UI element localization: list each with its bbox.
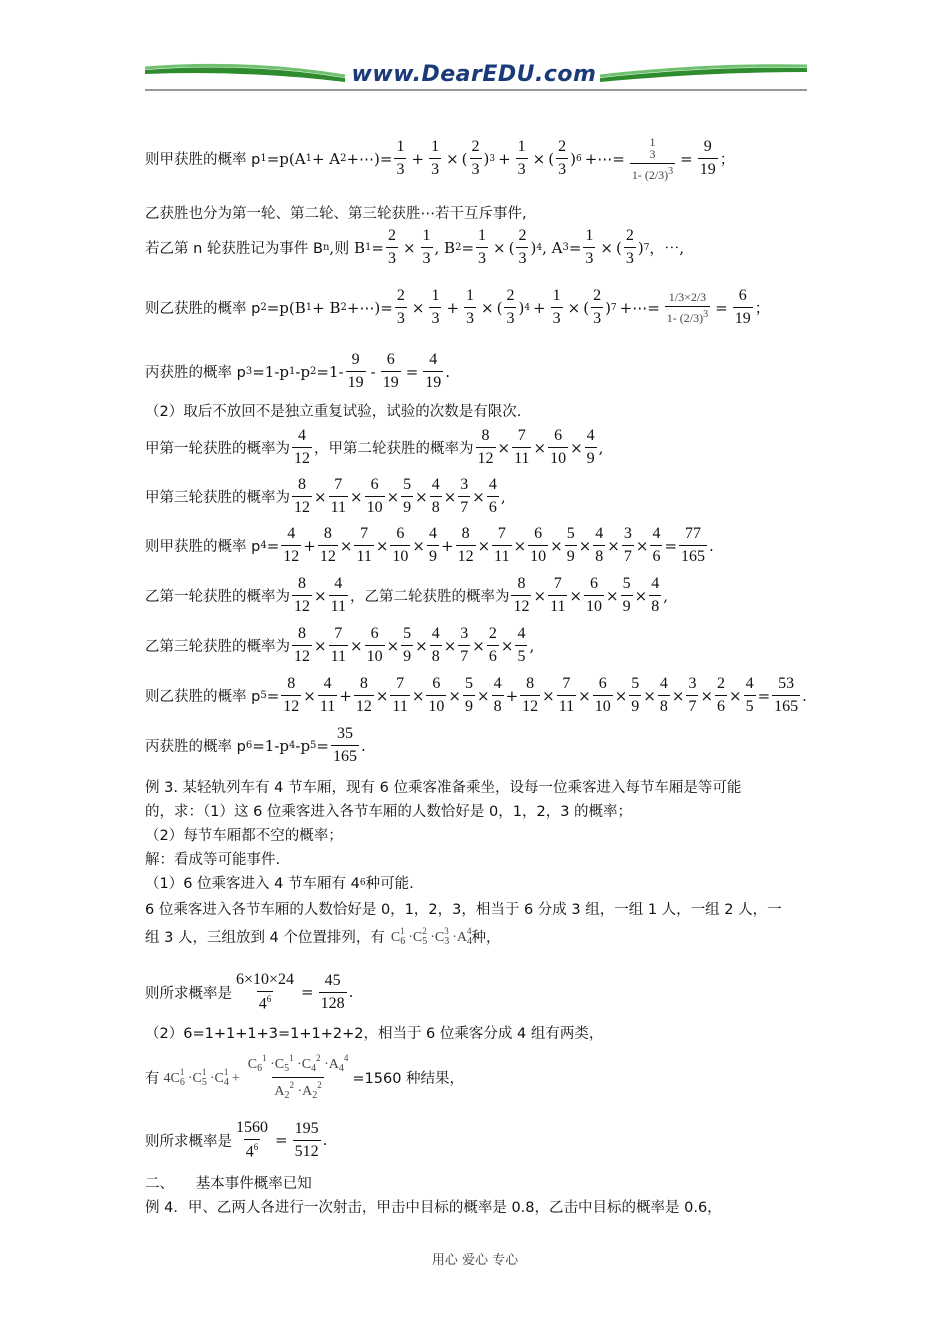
equation-p3: 丙获胜的概率 p 3 =1-p 1 -p 2 =1- $\frac{9}{19}$ - $\frac{6}{19}$ = $\frac{4}{19}$ . [145,351,451,391]
equation-p5: 则乙获胜的概率 p 5 = $\frac{8}{12}$ × $\frac{4}{11}$ + $\frac{8}{12}$ × $\frac{7}{11}$ × $\frac{6}{10}$ × $\frac{5}{9}$ × $\frac{4}{8}$ + $\frac{8}{12}$ × $\frac{7}{11}$ × $\frac{6}{10}$ × $\frac{5}{9}$ × $\frac{4}{8}$ × $\frac{3}{7}$ × $\frac{2}{6}$ × $\frac{4}{5}$ = $\frac{53}{165}$ . [145,675,807,715]
equation-b-round3: 乙第三轮获胜的概率为 $\frac{8}{12}$ × $\frac{7}{11}$ × $\frac{6}{10}$ × $\frac{5}{9}$ × $\frac{4}{8}$ × $\frac{3}{7}$ × $\frac{2}{6}$ × $\frac{4}{5}$ , [145,625,535,665]
equation-a-round3: 甲第三轮获胜的概率为 $\frac{8}{12}$ × $\frac{7}{11}$ × $\frac{6}{10}$ × $\frac{5}{9}$ × $\frac{4}{8}$ × $\frac{3}{7}$ × $\frac{4}{6}$ , [145,476,506,516]
paragraph-line: 6 位乘客进入各节车厢的人数恰好是 0，1，2，3，相当于 6 分成 3 组，一组 1 人，一组 2 人，一 [145,902,782,918]
site-logo-text: www.DearEDU.com [351,62,597,87]
equation-prob-2: 则所求概率是 $\frac{1560}{4^6}$ = $\frac{195}{512}$ . [145,1119,328,1161]
paragraph-line: 解：看成等可能事件. [145,852,281,868]
header-banner [145,62,807,94]
equation-a-round1-2: 甲第一轮获胜的概率为 $\frac{4}{12}$ ，甲第二轮获胜的概率为 $\frac{8}{12}$ × $\frac{7}{11}$ × $\frac{6}{10}$ × $\frac{4}{9}$ , [145,427,604,467]
paragraph-line: （1）6 位乘客进入 4 节车厢有 4 6 种可能. [145,876,414,892]
equation-count-2: 有 $4C_6^1 \cdot C_5^1 \cdot C_4^1$ + $\frac{C_6^1 \cdot C_5^1 \cdot C_4^2 \cdot A_4^4}{A_2^2 \cdot A_2^2}$ =1560 种结果， [145,1053,465,1101]
example-3-title: 例 3. 某轻轨列车有 4 节车厢，现有 6 位乘客准备乘坐，设每一位乘客进入每节车厢是等可能 [145,780,742,796]
equation-b-events: 若乙第 n 轮获胜记为事件 B n ,则 B 1 = $\frac{2}{3}$ × $\frac{1}{3}$ , B 2 = $\frac{1}{3}$ × ( $\frac{2}{3}$ ) 4 , A 3 = $\frac{1}{3}$ × ( $\frac{2}{3}$ ) 7 ，⋯, [145,227,685,267]
equation-p6: 丙获胜的概率 p 6 =1-p 4 -p 5 = $\frac{35}{165}$ . [145,725,366,765]
page-footer: 用心 爱心 专心 [431,1253,519,1268]
paragraph-line: 乙获胜也分为第一轮、第二轮、第三轮获胜⋯若干互斥事件, [145,206,527,222]
paragraph-line: （2）6=1+1+1+3=1+1+2+2，相当于 6 位乘客分成 4 组有两类， [145,1026,604,1042]
paragraph-line: （2）取后不放回不是独立重复试验，试验的次数是有限次. [145,404,522,420]
equation-p1: 则甲获胜的概率 p 1 =p(A 1 + A 2 +⋯)= $\frac{1}{3}$ + $\frac{1}{3}$ × ( $\frac{2}{3}$ ) 3 + $\frac{1}{3}$ × ( $\frac{2}{3}$ ) 6 +⋯= 1 3 1- $(2/3)^3$ = $\frac{9}{19}$ ； [145,135,735,182]
paragraph-line: （2）每节车厢都不空的概率； [145,828,343,844]
equation-p2: 则乙获胜的概率 p 2 =p(B 1 + B 2 +⋯)= $\frac{2}{3}$ × $\frac{1}{3}$ + $\frac{1}{3}$ × ( $\frac{2}{3}$ ) 4 + $\frac{1}{3}$ × ( $\frac{2}{3}$ ) 7 +⋯= $\frac{1/3\times 2/3}{1- (2/3)^3}$ = $\frac{6}{19}$ ； [145,287,770,327]
equation-prob-1: 则所求概率是 $\frac{6\times 10\times 24}{4^6}$ = $\frac{45}{128}$ . [145,971,354,1013]
equation-p4: 则甲获胜的概率 p 4 = $\frac{4}{12}$ + $\frac{8}{12}$ × $\frac{7}{11}$ × $\frac{6}{10}$ × $\frac{4}{9}$ + $\frac{8}{12}$ × $\frac{7}{11}$ × $\frac{6}{10}$ × $\frac{5}{9}$ × $\frac{4}{8}$ × $\frac{3}{7}$ × $\frac{4}{6}$ = $\frac{77}{165}$ . [145,525,714,565]
equation-b-round1-2: 乙第一轮获胜的概率为 $\frac{8}{12}$ × $\frac{4}{11}$ ，乙第二轮获胜的概率为 $\frac{8}{12}$ × $\frac{7}{11}$ × $\frac{6}{10}$ × $\frac{5}{9}$ × $\frac{4}{8}$ , [145,575,668,615]
paragraph-line: 组 3 人，三组放到 4 个位置排列，有 $C_6^1 \cdot C_5^2 \cdot C_3^3 \cdot A_4^4$ 种， [145,926,501,947]
example-4-title: 例 4．甲、乙两人各进行一次射击，甲击中目标的概率是 0.8，乙击中目标的概率是 0.6， [145,1200,722,1216]
section-heading: 二、 基本事件概率已知 [145,1176,312,1192]
paragraph-line: 的，求：（1）这 6 位乘客进入各节车厢的人数恰好是 0，1，2，3 的概率； [145,804,633,820]
